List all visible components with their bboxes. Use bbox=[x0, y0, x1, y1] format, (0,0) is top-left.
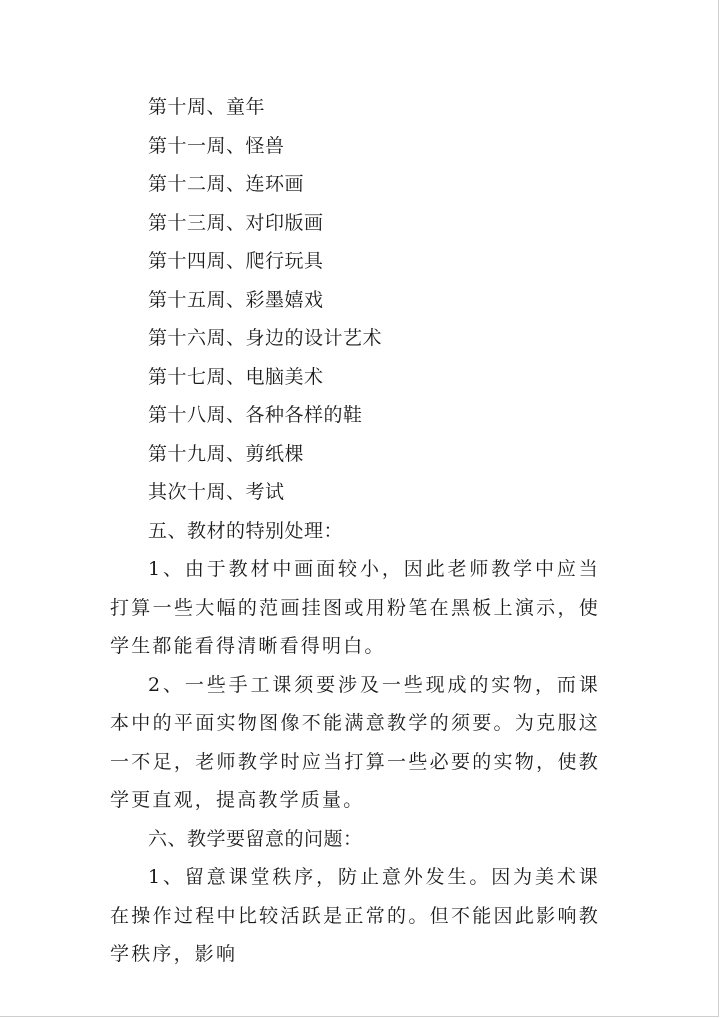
week-item-10: 第十周、童年 bbox=[148, 96, 266, 118]
week-item-18: 第十八周、各种各样的鞋 bbox=[148, 404, 363, 426]
materials-paragraph-1: 1、由于教材中画面较小，因此老师教学中应当打算一些大幅的范画挂图或用粉笔在黑板上演示，使学生都能看得清晰看得明白。 bbox=[110, 558, 600, 657]
section-heading-teaching-issues: 六、教学要留意的问题： bbox=[148, 827, 363, 850]
section-heading-materials: 五、教材的特别处理： bbox=[148, 519, 344, 542]
week-item-20: 其次十周、考试 bbox=[148, 481, 285, 503]
week-item-11: 第十一周、怪兽 bbox=[148, 134, 285, 157]
materials-paragraph-2: 2、一些手工课须要涉及一些现成的实物，而课本中的平面实物图像不能满意教学的须要。为克服这一不足，老师教学时应当打算一些必要的实物，使教学更直观，提高教学质量。 bbox=[110, 673, 600, 811]
week-item-17: 第十七周、电脑美术 bbox=[148, 365, 324, 388]
document-body bbox=[110, 88, 600, 974]
week-item-14: 第十四周、爬行玩具 bbox=[148, 250, 324, 272]
week-schedule-list bbox=[110, 88, 600, 512]
teaching-issues-paragraph-1: 1、留意课堂秩序，防止意外发生。因为美术课在操作过程中比较活跃是正常的。但不能因此影响教学秩序，影响 bbox=[110, 866, 600, 965]
week-item-13: 第十三周、对印版画 bbox=[148, 211, 324, 234]
week-item-16: 第十六周、身边的设计艺术 bbox=[148, 327, 383, 349]
week-item-12: 第十二周、连环画 bbox=[148, 173, 305, 195]
week-item-19: 第十九周、剪纸棵 bbox=[148, 442, 305, 465]
week-item-15: 第十五周、彩墨嬉戏 bbox=[148, 288, 324, 311]
